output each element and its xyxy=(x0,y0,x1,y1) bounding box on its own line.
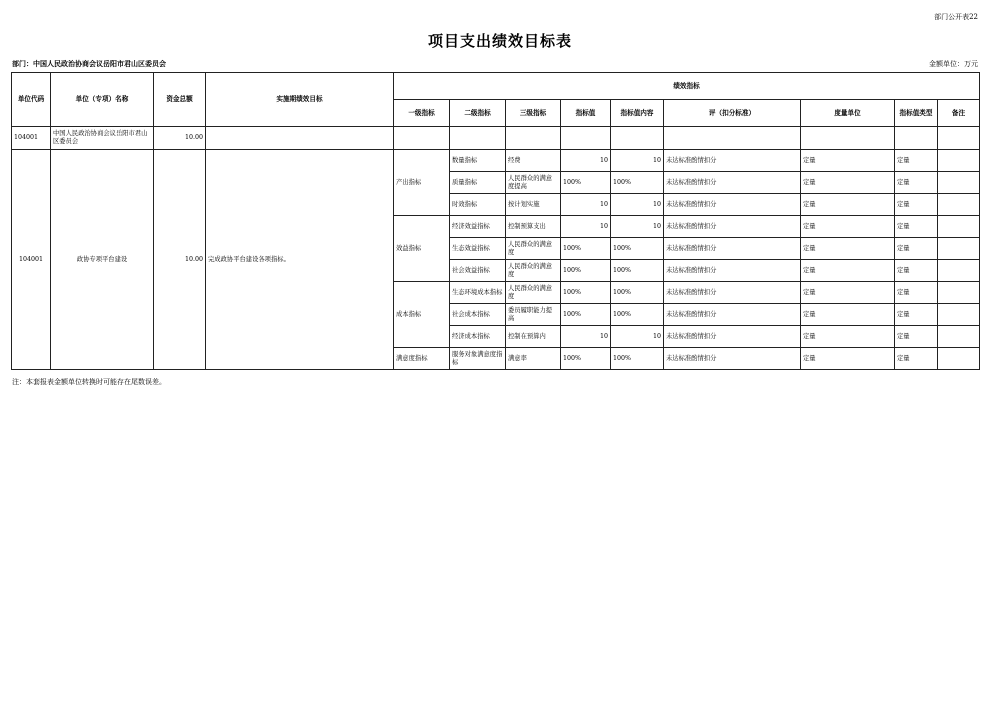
amount-unit-label: 金额单位：万元 xyxy=(929,60,978,68)
level3-indicator: 人民群众的满意度提高 xyxy=(506,172,561,194)
indicator-value-content: 10 xyxy=(611,326,664,348)
indicator-value: 100% xyxy=(561,238,611,260)
measure-unit: 定量 xyxy=(801,282,895,304)
indicator-value: 100% xyxy=(561,172,611,194)
value-type: 定量 xyxy=(895,216,938,238)
indicator-value: 100% xyxy=(561,304,611,326)
header-total-funds: 资金总额 xyxy=(154,73,206,127)
value-type: 定量 xyxy=(895,304,938,326)
measure-unit: 定量 xyxy=(801,304,895,326)
scoring-standard: 未达标准酌情扣分 xyxy=(664,260,801,282)
level1-indicator: 效益指标 xyxy=(394,216,450,282)
remark xyxy=(938,150,980,172)
measure-unit: 定量 xyxy=(801,238,895,260)
header-level1: 一级指标 xyxy=(394,100,450,127)
level1-indicator: 满意度指标 xyxy=(394,348,450,370)
scoring-standard: 未达标准酌情扣分 xyxy=(664,172,801,194)
measure-unit: 定量 xyxy=(801,348,895,370)
measure-unit: 定量 xyxy=(801,216,895,238)
measure-unit: 定量 xyxy=(801,172,895,194)
indicator-value-content: 100% xyxy=(611,238,664,260)
scoring-standard: 未达标准酌情扣分 xyxy=(664,150,801,172)
indicator-value-content: 10 xyxy=(611,150,664,172)
level2-indicator: 数量指标 xyxy=(450,150,506,172)
level3-indicator: 控制在预算内 xyxy=(506,326,561,348)
value-type: 定量 xyxy=(895,150,938,172)
value-type: 定量 xyxy=(895,238,938,260)
indicator-value-content: 10 xyxy=(611,216,664,238)
summary-code: 104001 xyxy=(12,127,51,150)
level2-indicator: 质量指标 xyxy=(450,172,506,194)
indicator-value: 10 xyxy=(561,194,611,216)
level3-indicator: 委员履职能力提高 xyxy=(506,304,561,326)
level3-indicator: 按计划实施 xyxy=(506,194,561,216)
remark xyxy=(938,194,980,216)
summary-row xyxy=(12,127,980,150)
header-value-content: 指标值内容 xyxy=(611,100,664,127)
remark xyxy=(938,304,980,326)
value-type: 定量 xyxy=(895,260,938,282)
header-indicators: 绩效指标 xyxy=(394,73,980,100)
measure-unit: 定量 xyxy=(801,260,895,282)
remark xyxy=(938,172,980,194)
indicator-value-content: 100% xyxy=(611,348,664,370)
level3-indicator: 人民群众的满意度 xyxy=(506,238,561,260)
indicator-value: 10 xyxy=(561,326,611,348)
header-scoring: 评（扣分标准） xyxy=(664,100,801,127)
performance-table xyxy=(11,72,980,370)
indicator-value: 100% xyxy=(561,348,611,370)
measure-unit: 定量 xyxy=(801,194,895,216)
level1-indicator: 成本指标 xyxy=(394,282,450,348)
level2-indicator: 社会效益指标 xyxy=(450,260,506,282)
indicator-value-content: 100% xyxy=(611,172,664,194)
scoring-standard: 未达标准酌情扣分 xyxy=(664,348,801,370)
measure-unit: 定量 xyxy=(801,326,895,348)
level2-indicator: 生态效益指标 xyxy=(450,238,506,260)
value-type: 定量 xyxy=(895,326,938,348)
scoring-standard: 未达标准酌情扣分 xyxy=(664,326,801,348)
level3-indicator: 人民群众的满意度 xyxy=(506,260,561,282)
scoring-standard: 未达标准酌情扣分 xyxy=(664,282,801,304)
header-value: 指标值 xyxy=(561,100,611,127)
level2-indicator: 经济成本指标 xyxy=(450,326,506,348)
remark xyxy=(938,348,980,370)
level3-indicator: 人民群众的满意度 xyxy=(506,282,561,304)
header-period-goal: 实施期绩效目标 xyxy=(206,73,394,127)
level3-indicator: 经费 xyxy=(506,150,561,172)
indicator-value-content: 100% xyxy=(611,304,664,326)
value-type: 定量 xyxy=(895,194,938,216)
level2-indicator: 经济效益指标 xyxy=(450,216,506,238)
project-name: 政协专项平台建设 xyxy=(51,150,154,370)
scoring-standard: 未达标准酌情扣分 xyxy=(664,238,801,260)
page-id: 部门公开表22 xyxy=(934,13,978,21)
page-title: 项目支出绩效目标表 xyxy=(427,32,572,50)
level2-indicator: 生态环境成本指标 xyxy=(450,282,506,304)
level3-indicator: 满意率 xyxy=(506,348,561,370)
scoring-standard: 未达标准酌情扣分 xyxy=(664,194,801,216)
remark xyxy=(938,326,980,348)
header-remarks: 备注 xyxy=(938,100,980,127)
scoring-standard: 未达标准酌情扣分 xyxy=(664,216,801,238)
value-type: 定量 xyxy=(895,172,938,194)
remark xyxy=(938,260,980,282)
indicator-row xyxy=(12,150,980,172)
project-code: 104001 xyxy=(12,150,51,370)
project-goal: 完成政协平台建设各项指标。 xyxy=(206,150,394,370)
indicator-value: 10 xyxy=(561,216,611,238)
department-label: 部门：中国人民政治协商会议岳阳市君山区委员会 xyxy=(12,59,166,68)
header-measure-unit: 度量单位 xyxy=(801,100,895,127)
summary-name: 中国人民政治协商会议岳阳市君山区委员会 xyxy=(51,127,154,150)
footnote: 注：本套报表金额单位转换时可能存在尾数误差。 xyxy=(12,378,166,386)
header-unit-code: 单位代码 xyxy=(12,73,51,127)
header-value-type: 指标值类型 xyxy=(895,100,938,127)
level3-indicator: 控制预算支出 xyxy=(506,216,561,238)
scoring-standard: 未达标准酌情扣分 xyxy=(664,304,801,326)
level2-indicator: 时效指标 xyxy=(450,194,506,216)
indicator-value: 100% xyxy=(561,260,611,282)
header-unit-name: 单位（专项）名称 xyxy=(51,73,154,127)
remark xyxy=(938,216,980,238)
level2-indicator: 社会成本指标 xyxy=(450,304,506,326)
summary-amount: 10.00 xyxy=(154,127,206,150)
indicator-value-content: 100% xyxy=(611,260,664,282)
level1-indicator: 产出指标 xyxy=(394,150,450,216)
project-amount: 10.00 xyxy=(154,150,206,370)
indicator-value: 10 xyxy=(561,150,611,172)
level2-indicator: 服务对象满意度指标 xyxy=(450,348,506,370)
measure-unit: 定量 xyxy=(801,150,895,172)
remark xyxy=(938,282,980,304)
header-level3: 三级指标 xyxy=(506,100,561,127)
indicator-value: 100% xyxy=(561,282,611,304)
indicator-value-content: 100% xyxy=(611,282,664,304)
remark xyxy=(938,238,980,260)
value-type: 定量 xyxy=(895,348,938,370)
indicator-value-content: 10 xyxy=(611,194,664,216)
header-level2: 二级指标 xyxy=(450,100,506,127)
value-type: 定量 xyxy=(895,282,938,304)
